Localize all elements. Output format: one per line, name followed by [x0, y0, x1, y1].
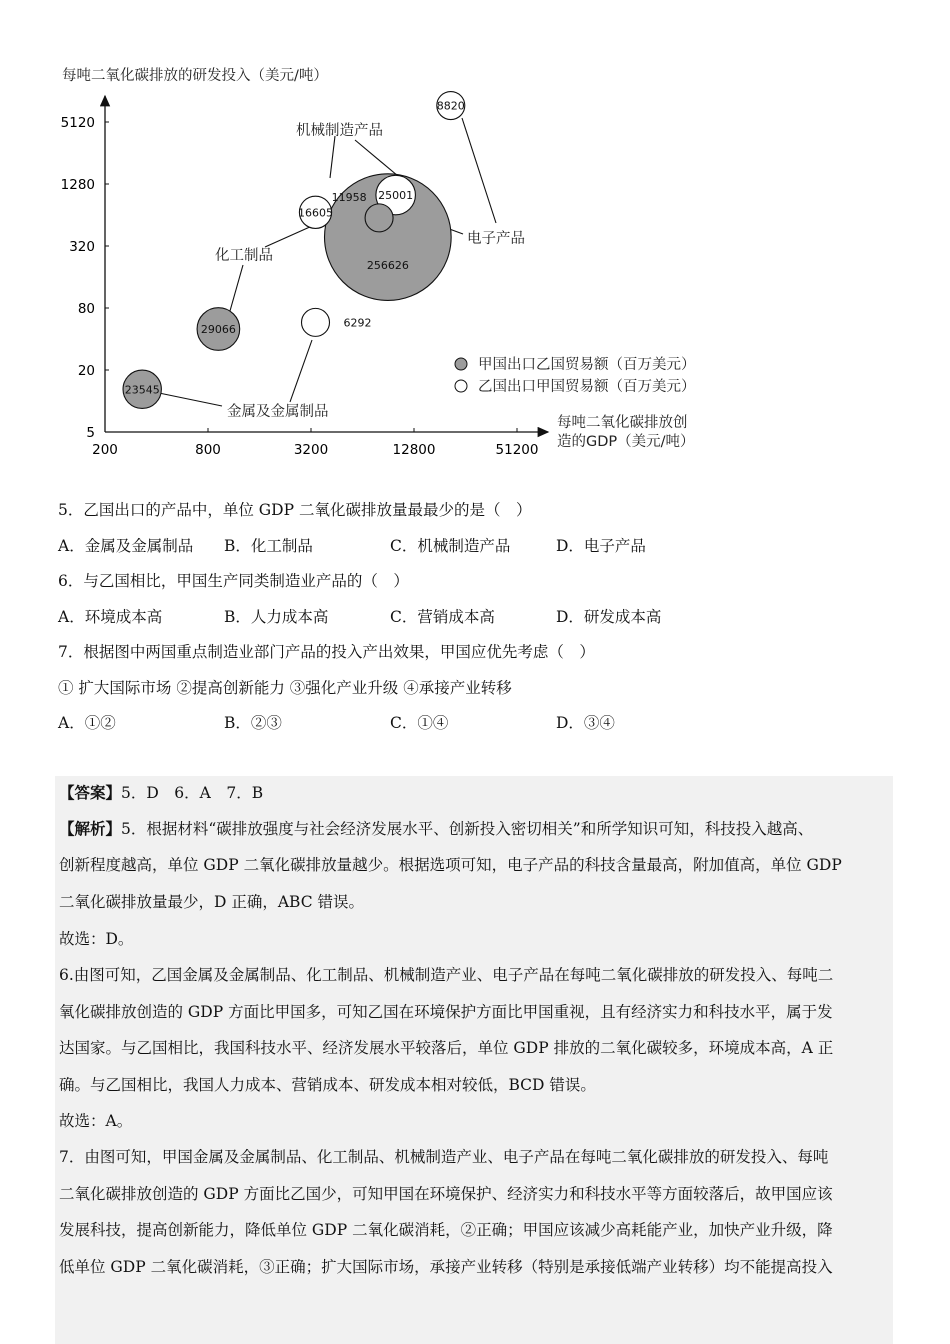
leader-machinery-b: [355, 140, 398, 176]
x-axis-label-line2: 造的GDP（美元/吨）: [557, 434, 695, 450]
q7-option-a: A．①②: [58, 714, 116, 732]
question-5-stem: 5．乙国出口的产品中，单位 GDP 二氧化碳排放量最最少的是（ ）: [58, 501, 532, 519]
analysis-line-4: 故选：D。: [59, 930, 134, 948]
question-7-choices: ① 扩大国际市场 ②提高创新能力 ③强化产业升级 ④承接产业转移: [58, 679, 512, 697]
analysis-line-10: 7．由图可知，甲国金属及金属制品、化工制品、机械制造产业、电子产品在每吨二氧化碳排放的研发投入、每吨: [59, 1148, 829, 1166]
q6-option-d: D．研发成本高: [556, 608, 662, 626]
bubble-label-256626: 256626: [366, 259, 409, 273]
leader-machinery: [330, 136, 335, 178]
y-tick-label-80: 80: [77, 301, 95, 317]
legend-label-jia: 甲国出口乙国贸易额（百万美元）: [478, 357, 696, 373]
answer-text: 5．D 6．A 7．B: [121, 784, 264, 802]
analysis-line-1: [59, 819, 813, 839]
y-tick-label-20: 20: [77, 363, 95, 379]
bubble-label-8820: 8820: [436, 99, 465, 113]
x-tick-label-51200: 51200: [495, 442, 539, 458]
y-tick-label-5120: 5120: [60, 115, 95, 131]
legend-marker-jia: [455, 358, 467, 370]
leader-electronics-c: [462, 118, 496, 223]
q5-option-c: C．机械制造产品: [390, 537, 511, 555]
bubble-label-23545: 23545: [124, 383, 160, 397]
y-axis-label: 每吨二氧化碳排放的研发投入（美元/吨）: [62, 68, 328, 84]
bubble-jia-11958: [365, 204, 393, 232]
y-tick-label-1280: 1280: [60, 177, 95, 193]
bubble-label-25001: 25001: [378, 189, 414, 203]
bubble-label-16605: 16605: [298, 206, 334, 220]
bubble-label-6292: 6292: [343, 316, 372, 330]
leader-metal-a: [159, 393, 222, 406]
q5-option-b: B．化工制品: [224, 537, 313, 555]
leader-chemical-a: [265, 226, 312, 247]
q6-option-b: B．人力成本高: [224, 608, 329, 626]
analysis-line-8: 确。与乙国相比，我国人力成本、营销成本、研发成本相对较低，BCD 错误。: [59, 1076, 596, 1094]
y-tick-label-5: 5: [86, 425, 95, 441]
analysis-line-7: 达国家。与乙国相比，我国科技水平、经济发展水平较落后，单位 GDP 排放的二氧化碳较多，环境成本高，A 正: [59, 1039, 834, 1057]
analysis-line-2: 创新程度越高，单位 GDP 二氧化碳排放量越少。根据选项可知，电子产品的科技含量最高，附加值高，单位 GDP: [59, 856, 842, 874]
q7-option-c: C．①④: [390, 714, 449, 732]
analysis-line-6: 氧化碳排放创造的 GDP 方面比甲国多，可知乙国在环境保护方面比甲国重视，且有经济实力和科技水平，属于发: [59, 1003, 833, 1021]
category-label-chemical: 化工制品: [215, 248, 273, 264]
analysis-line-5: 6.由图可知，乙国金属及金属制品、化工制品、机械制造产业、电子产品在每吨二氧化碳排放的研发投入、每吨二: [59, 966, 834, 984]
q5-option-a: A．金属及金属制品: [58, 537, 194, 555]
category-label-machinery: 机械制造产品: [296, 123, 383, 139]
analysis-text-1: 5．根据材料“碳排放强度与社会经济发展水平、创新投入密切相关”和所学知识可知，科技投入越高、: [121, 820, 814, 838]
answer-section: [55, 776, 893, 1344]
q5-option-d: D．电子产品: [556, 537, 646, 555]
x-tick-label-12800: 12800: [392, 442, 436, 458]
legend: [455, 356, 696, 395]
legend-label-yi: 乙国出口甲国贸易额（百万美元）: [478, 379, 696, 395]
analysis-tag: 【解析】: [59, 819, 122, 838]
category-label-electronics: 电子产品: [467, 231, 525, 247]
x-axis-label-line1: 每吨二氧化碳排放创: [557, 415, 688, 431]
question-7-stem: 7．根据图中两国重点制造业部门产品的投入产出效果，甲国应优先考虑（ ）: [58, 643, 595, 661]
bubbles: [123, 92, 465, 409]
analysis-line-12: 发展科技，提高创新能力，降低单位 GDP 二氧化碳消耗，②正确；甲国应该减少高耗能产业，加快产业升级，降: [59, 1221, 833, 1239]
x-tick-label-800: 800: [195, 442, 221, 458]
q7-option-d: D．③④: [556, 714, 615, 732]
analysis-line-9: 故选：A。: [59, 1112, 133, 1130]
q6-option-c: C．营销成本高: [390, 608, 495, 626]
y-tick-label-320: 320: [69, 239, 95, 255]
answer-line: [59, 783, 263, 803]
q7-option-b: B．②③: [224, 714, 282, 732]
analysis-line-13: 低单位 GDP 二氧化碳消耗，③正确；扩大国际市场，承接产业转移（特别是承接低端产业转移）均不能提高投入: [59, 1258, 833, 1276]
category-label-metal: 金属及金属制品: [227, 404, 329, 420]
bubble-label-11958: 11958: [331, 190, 367, 204]
bubble-chart: [0, 0, 950, 470]
y-ticks: [61, 115, 109, 441]
legend-marker-yi: [455, 380, 467, 392]
analysis-line-3: 二氧化碳排放量最少，D 正确，ABC 错误。: [59, 893, 365, 911]
bubble-label-29066: 29066: [200, 323, 236, 337]
q6-option-a: A．环境成本高: [58, 608, 163, 626]
answer-tag: 【答案】: [59, 783, 122, 802]
leader-chemical-b: [228, 265, 243, 318]
leader-metal-b: [290, 340, 312, 402]
question-6-stem: 6．与乙国相比，甲国生产同类制造业产品的（ ）: [58, 572, 409, 590]
x-tick-label-3200: 3200: [293, 442, 329, 458]
x-tick-label-200: 200: [92, 442, 118, 458]
analysis-line-11: 二氧化碳排放创造的 GDP 方面比乙国少，可知甲国在环境保护、经济实力和科技水平等方面较落后，故甲国应该: [59, 1185, 833, 1203]
bubble-yi-6292: [302, 308, 330, 336]
